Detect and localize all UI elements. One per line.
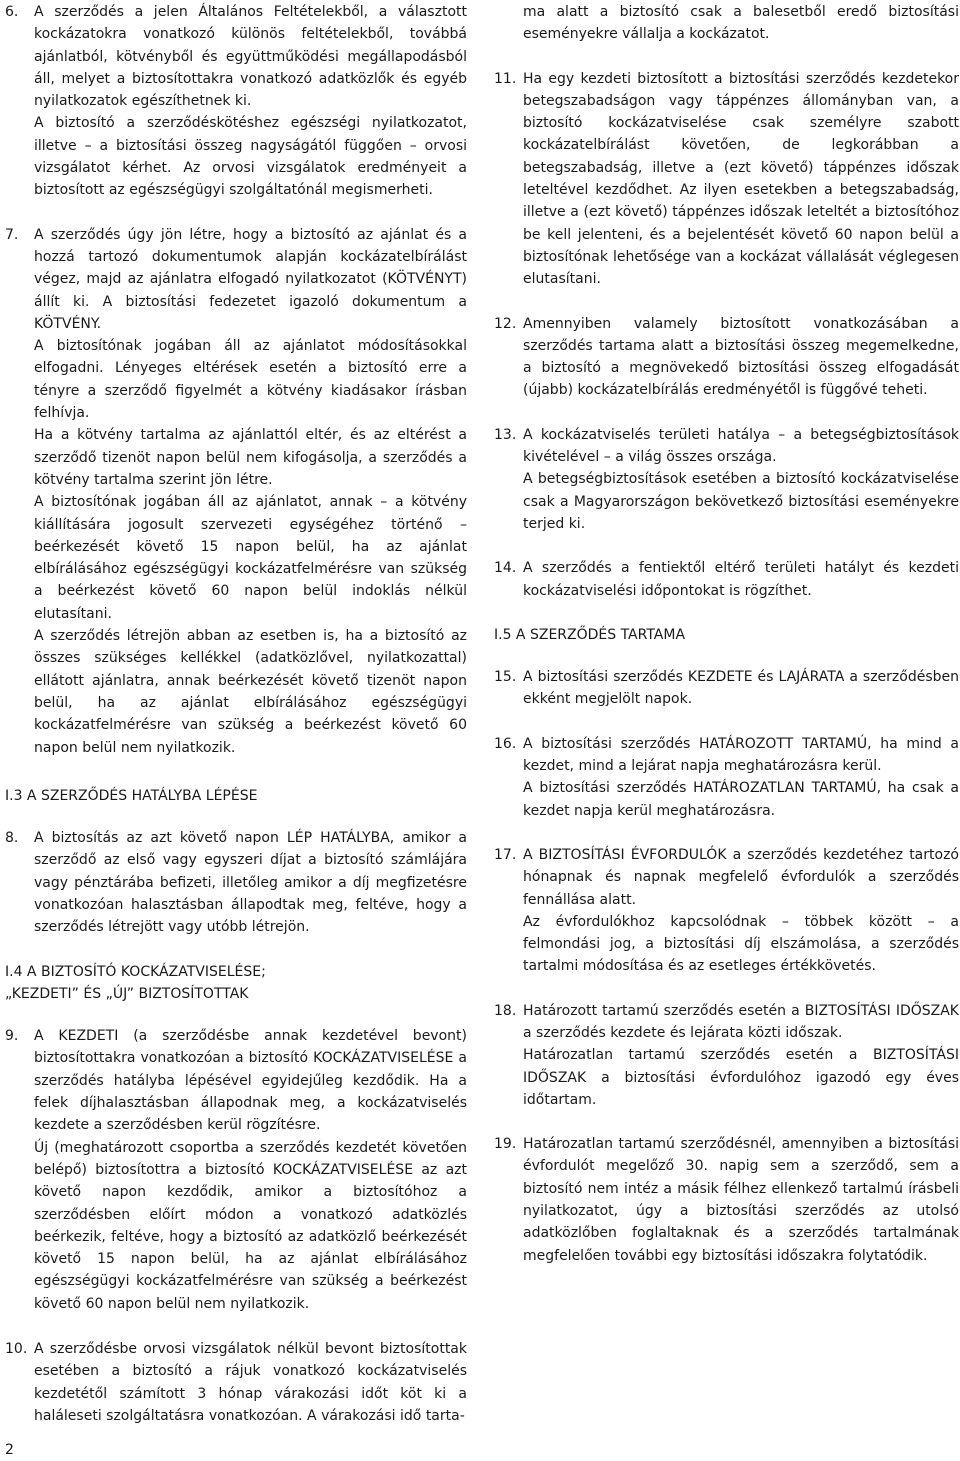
clause-18 <box>494 1000 959 1111</box>
clause-12 <box>494 313 959 402</box>
clause-15 <box>494 666 959 711</box>
clause-paragraph: A szerződés létrejön abban az esetben is, ha a biztosító az összes szükséges kellékkel (adatközlővel, nyilatkozattal) ellátott ajánlatra, annak beérkezését követő tizenöt napon belül, ha az ajánlat elbírálásához egészségügyi kockázatfelmérésre van szükség a beérkezést követő 60 napon belül nem nyilatkozik. <box>34 628 467 756</box>
clause-11 <box>494 68 959 291</box>
clause-paragraph: Határozott tartamú szerződés esetén a BIZTOSÍTÁSI IDŐSZAK a szerződés kezdete és lejárata közti időszak. <box>523 1002 959 1041</box>
clause-paragraph: A biztosító a szerződéskötéshez egészségi nyilatkozatot, illetve – a biztosítási összeg nagyságától függően – orvosi vizsgálatot kérhet. Az orvosi vizsgálatok eredményeit a biztosított az egészségügyi szolgáltatónál megismerheti. <box>34 115 467 199</box>
clause-9 <box>5 1025 467 1315</box>
clause-paragraph: Amennyiben valamely biztosított vonatkozásában a szerződés tartama alatt a biztosítási összeg megemelkedne, a biztosító a megnövekedő biztosítási összeg elfogadását (újabb) kockázatelbírálás eredményétől is függővé teheti. <box>523 315 959 399</box>
clause-paragraph: A kockázatviselés területi hatálya – a betegségbiztosítások kivételével – a világ összes országa. <box>523 426 959 466</box>
clause-16 <box>494 733 959 822</box>
clause-paragraph: A szerződés a jelen Általános Feltételekből, a választott kockázatokra vonatkozó különös feltételekből, továbbá ajánlatból, kötvényből és együttműködési megállapodásból áll, melyet a biztosítottakra vonatkozó adatközlők és egyéb nyilatkozatok egészíthetnek ki. <box>34 4 467 110</box>
page-number: 2 <box>5 1442 14 1458</box>
clause-19 <box>494 1133 959 1267</box>
clause-number: 12. <box>494 315 517 332</box>
section-heading-text: I.3 A SZERZŐDÉS HATÁLYBA LÉPÉSE <box>5 787 258 804</box>
clause-17 <box>494 844 959 978</box>
clause-paragraph: A biztosítási szerződés HATÁROZATLAN TARTAMÚ, ha csak a kezdet napja kerül meghatározásra. <box>523 780 959 819</box>
clause-number: 15. <box>494 669 517 686</box>
clause-paragraph: Ha a kötvény tartalma az ajánlattól eltér, és az eltérést a szerződő tizenöt napon belül nem kifogásolja, a szerződés a kötvény tartalma szerint jön létre. <box>34 427 467 488</box>
right-column <box>494 1 959 1267</box>
clause-8 <box>5 827 467 938</box>
clause-paragraph: A szerződés úgy jön létre, hogy a biztosító az ajánlat és a hozzá tartozó dokumentumok alapján kockázatelbírálást végez, majd az ajánlatra elfogadó nyilatkozatot (KÖTVÉNYT) állít ki. A biztosítási fedezetet igazoló dokumentum a KÖTVÉNY. <box>34 226 467 332</box>
clause-number: 13. <box>494 426 517 443</box>
section-heading-text: I.4 A BIZTOSÍTÓ KOCKÁZATVISELÉSE; <box>5 963 266 980</box>
section-heading-text: I.5 A SZERZŐDÉS TARTAMA <box>494 626 686 643</box>
clause-paragraph: Határozatlan tartamú szerződés esetén a BIZTOSÍTÁSI IDŐSZAK a biztosítási évfordulóhoz igazodó egy éves időtartam. <box>523 1047 959 1108</box>
clause-number: 16. <box>494 735 517 752</box>
bottom-block <box>5 1338 467 1427</box>
clause-paragraph: A szerződés a fentiektől eltérő területi hatályt és kezdeti kockázatviselési időpontokat is rögzíthet. <box>523 560 959 599</box>
section-heading-text: „KEZDETI” ÉS „ÚJ” BIZTOSÍTOTTAK <box>5 985 249 1002</box>
clause-number: 7. <box>5 226 19 243</box>
clause-paragraph: Ha egy kezdeti biztosított a biztosítási szerződés kezdetekor betegszabadságon vagy táppénzes állományban van, a biztosító kockázatviselése csak személyre szabott kockázatelbírálást követően, de legkorábban a betegszabadság, illetve a (ezt követő) táppénzes időszak leteltével kezdődhet. Az ilyen esetekben a betegszabadság, illetve a (ezt követő) táppénzes időszak leteltét a biztosítóhoz be kell jelenteni, és a bejelentését követő 60 napon belül a biztosítónak lehetősége van a kockázat vállalását véglegesen elutasítani. <box>523 70 959 288</box>
clause-paragraph: A BIZTOSÍTÁSI ÉVFORDULÓK a szerződés kezdetéhez tartozó hónapnak és napnak megfelelő évfordulók a szerződés fennállása alatt. <box>523 846 959 908</box>
clause-number: 19. <box>494 1136 517 1153</box>
clause-paragraph: ma alatt a biztosító csak a balesetből eredő biztosítási eseményekre vállalja a kockázatot. <box>523 4 959 43</box>
clause-paragraph: A biztosítási szerződés KEZDETE és LAJÁRATA a szerződésben ekként megjelölt napok. <box>523 669 959 708</box>
left-column <box>5 1 467 1315</box>
clause-number: 11. <box>494 70 517 87</box>
clause-10 <box>5 1338 467 1427</box>
clause-number: 10. <box>5 1341 28 1357</box>
clause-paragraph: Új (meghatározott csoportba a szerződés kezdetét követően belépő) biztosítottra a biztosító KOCKÁZATVISELÉSE az azt követő napon kezdődik, amikor a biztosítóhoz a szerződésben előírt módon a vonatkozó adatközlés beérkezik, feltéve, hogy a biztosító az adatközlő beérkezését követő 15 napon belül, ha az ajánlat elbírálásához egészségügyi kockázatfelmérésre van szükség a beérkezést követő 60 napon belül nem nyilatkozik. <box>34 1139 467 1312</box>
clause-paragraph: Az évfordulókhoz kapcsolódnak – többek között – a felmondási jog, a biztosítási díj elszámolása, a szerződés tartalmi módosítása és az esetleges értékkövetés. <box>523 913 959 975</box>
clause-number: 6. <box>5 4 19 20</box>
clause-6 <box>5 1 467 202</box>
clause-paragraph: A biztosítási szerződés HATÁROZOTT TARTAMÚ, ha mind a kezdet, mind a lejárat napja meghatározásra kerül. <box>523 735 959 775</box>
clause-number: 18. <box>494 1002 517 1019</box>
section-heading-i3 <box>5 785 467 807</box>
clause-number: 14. <box>494 560 517 577</box>
clause-paragraph: A biztosítónak jogában áll az ajánlatot módosításokkal elfogadni. Lényeges eltérések esetén a biztosító erre a tényre a szerződő figyelmét a kötvény kiadásakor írásban felhívja. <box>34 338 467 422</box>
clause-number: 17. <box>494 846 517 863</box>
clause-paragraph: A biztosítónak jogában áll az ajánlatot, annak – a kötvény kiállítására jogosult szervezeti egységéhez történő – beérkezését követő 15 napon belül, ha az ajánlat elbírálásához egészségügyi kockázatfelmérésre van szükség a beérkezést követő 60 napon belül indoklás nélkül elutasítani. <box>34 494 467 622</box>
clause-7 <box>5 224 467 759</box>
clause-paragraph: A szerződésbe orvosi vizsgálatok nélkül bevont biztosítottak esetében a biztosító a rájuk vonatkozó kockázatviselés kezdetétől számított 3 hónap várakozási időt köt ki a haláleseti szolgáltatásra vonatkozóan. A várakozási idő tarta- <box>34 1341 467 1424</box>
clause-number: 8. <box>5 830 19 847</box>
clause-paragraph: A biztosítás az azt követő napon LÉP HATÁLYBA, amikor a szerződő az első vagy egyszeri díjat a biztosító számlájára vagy pénztárába befizeti, illetőleg amikor a díj megfizetésre vonatkozóan halasztásban állapodtak meg, feltéve, hogy a szerződés létrejött vagy utóbb létrejön. <box>34 830 467 936</box>
clause-number: 9. <box>5 1028 19 1045</box>
clause-14 <box>494 557 959 602</box>
clause-paragraph: Határozatlan tartamú szerződésnél, amennyiben a biztosítási évfordulót megelőző 30. napig sem a szerződő, sem a biztosító nem intéz a másik félhez ellenkező tartalmú írásbeli nyilatkozatot, úgy a biztosítási szerződés az utolsó adatközlőben foglaltaknak és a szerződés tartalmának megfelelően további egy biztosítási időszakra folytatódik. <box>523 1136 959 1264</box>
clause-paragraph: A betegségbiztosítások esetében a biztosító kockázatviselése csak a Magyarországon bekövetkező biztosítási eseményekre terjed ki. <box>523 471 959 532</box>
section-heading-i4 <box>5 961 467 1006</box>
section-heading-i5 <box>494 624 959 646</box>
clause-10-continuation <box>494 1 959 46</box>
clause-13 <box>494 424 959 535</box>
clause-paragraph: A KEZDETI (a szerződésbe annak kezdetével bevont) biztosítottakra vonatkozóan a biztosító KOCKÁZATVISELÉSE a szerződés hatályba lépésével egyidejűleg kezdődik. Ha a felek díjhalasztásban állapodnak meg, a kockázatviselés kezdete a szerződésben kerül rögzítésre. <box>34 1028 467 1134</box>
